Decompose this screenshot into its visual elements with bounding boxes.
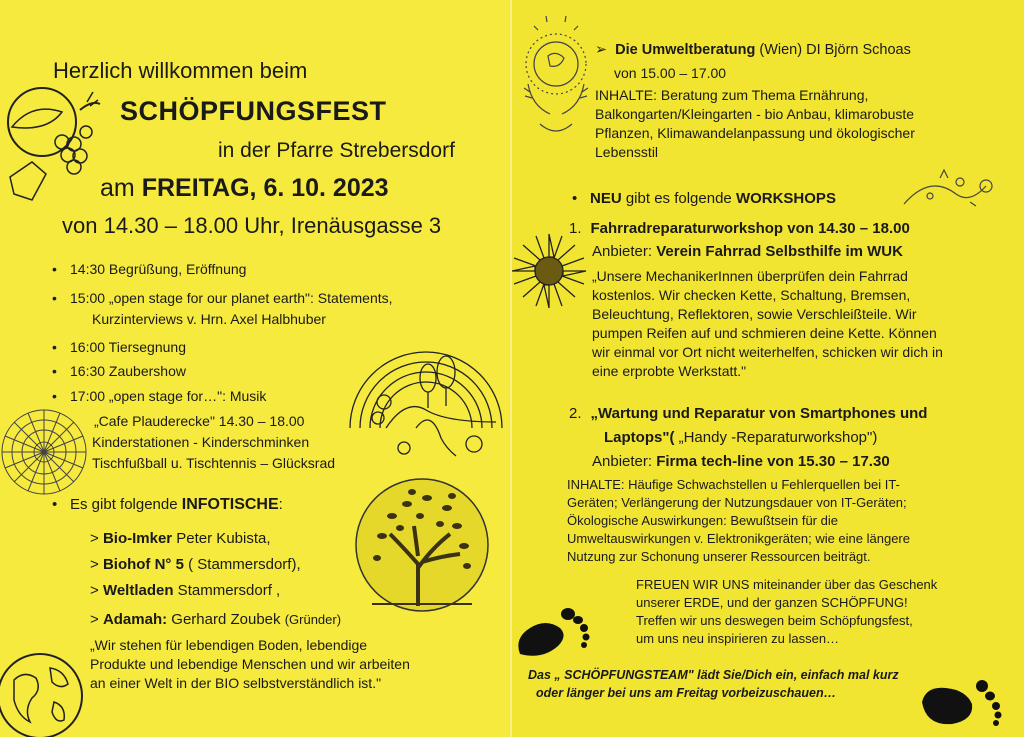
globe-icon	[0, 650, 86, 737]
rainbow-landscape-icon	[346, 318, 506, 458]
event-date	[100, 174, 389, 203]
program-item: • 16:00 Tiersegnung	[52, 339, 186, 355]
program-item: • 16:30 Zaubershow	[52, 363, 186, 379]
page-title: SCHÖPFUNGSFEST	[120, 96, 387, 126]
workshop-1-desc: „Unsere MechanikerInnen überprüfen dein Fahrrad kostenlos. Wir checken Kette, Schaltung, Bremsen, Beleuchtung, Reflektoren, sowie Verschleißteile. Wir pumpen Reifen auf und schmieren deine Kette. Können wir einmal vor Ort nicht weiterhelfen, schicken wir dich in eine erprobte Werkstatt."	[592, 268, 943, 379]
stand-item: > Biohof N° 5 ( Stammersdorf),	[90, 556, 301, 573]
invite-text: Das „ SCHÖPFUNGSTEAM" lädt Sie/Dich ein, einfach mal kurz oder länger bei uns am Freitag vorbeizuschauen…	[528, 668, 899, 700]
footprint-icon	[512, 590, 596, 662]
program-item-cont: Kinderstationen - Kinderschminken	[92, 434, 310, 450]
workshop-2-desc: INHALTE: Häufige Schwachstellen u Fehlerquellen bei IT- Geräten; Verlängerung der Nutzungsdauer von IT-Geräten; Ökologische Auswirkungen: Bewußtsein für die Umweltauswirkungen v. Elektronikgeräten; wie eine längere Nutzung zur Schonung unserer Ressourcen beiträgt.	[567, 477, 910, 564]
tree-circle-icon	[352, 476, 492, 614]
adamah-quote: „Wir stehen für lebendigen Boden, lebendige Produkte und lebendige Menschen und wir arbeiten an einer Welt in der BIO selbstverständlich ist."	[90, 637, 410, 691]
workshop-2-title: 2. „Wartung und Reparatur von Smartphones und	[569, 405, 928, 422]
swirl-ornament-icon	[900, 164, 1000, 214]
program-item: • 17:00 „open stage for…": Musik	[52, 388, 267, 404]
program-item: • 15:00 „open stage for our planet earth": Statements,	[52, 290, 393, 306]
umwelt-heading: ➢ Die Umweltberatung (Wien) DI Björn Schoas	[595, 42, 911, 58]
workshop-2-provider: Anbieter: Firma tech-line von 15.30 – 17.30	[592, 453, 890, 470]
right-page	[512, 0, 1024, 737]
closing-text: FREUEN WIR UNS miteinander über das Geschenk unserer ERDE, und der ganzen SCHÖPFUNG! Treffen wir uns deswegen beim Schöpfungsfest, um uns neu inspirieren zu lassen…	[636, 577, 938, 646]
stand-item: > Adamah: Gerhard Zoubek (Gründer)	[90, 611, 342, 628]
program-item-cont: „Cafe Plauderecke" 14.30 – 18.00	[94, 413, 305, 429]
stand-item: > Bio-Imker Peter Kubista,	[90, 530, 271, 547]
umwelt-time: von 15.00 – 17.00	[614, 65, 727, 81]
date-value: FREITAG, 6. 10. 2023	[141, 174, 389, 202]
program-item: • 14:30 Begrüßung, Eröffnung	[52, 261, 247, 277]
sunflower-icon	[512, 230, 590, 312]
hands-earth-icon	[520, 6, 592, 156]
umwelt-content: INHALTE: Beratung zum Thema Ernährung, Balkongarten/Kleingarten - bio Anbau, klimarobuste Pflanzen, Klimawandelanpassung und ökologischer Lebensstil	[595, 87, 915, 160]
date-prefix: am	[100, 174, 142, 202]
program-item-cont: Tischfußball u. Tischtennis – Glücksrad	[92, 455, 336, 471]
workshops-heading: • NEU gibt es folgende WORKSHOPS	[572, 190, 836, 207]
infotische-heading: • Es gibt folgende INFOTISCHE:	[52, 496, 283, 513]
parish-line: in der Pfarre Strebersdorf	[218, 139, 455, 162]
footprint-icon	[916, 672, 1008, 734]
workshop-2-subtitle: Laptops"( „Handy -Reparaturworkshop")	[604, 429, 878, 446]
stand-item: > Weltladen Stammersdorf ,	[90, 582, 281, 599]
sun-mandala-icon	[0, 404, 90, 500]
program-item-cont: Kurzinterviews v. Hrn. Axel Halbhuber	[92, 311, 326, 327]
workshop-1-title: 1. Fahrradreparaturworkshop von 14.30 – 18.00	[569, 220, 910, 237]
welcome-line: Herzlich willkommen beim	[53, 58, 308, 83]
harvest-icon	[2, 82, 104, 212]
time-place: von 14.30 – 18.00 Uhr, Irenäusgasse 3	[62, 213, 442, 238]
workshop-1-provider: Anbieter: Verein Fahrrad Selbsthilfe im WUK	[592, 243, 903, 260]
